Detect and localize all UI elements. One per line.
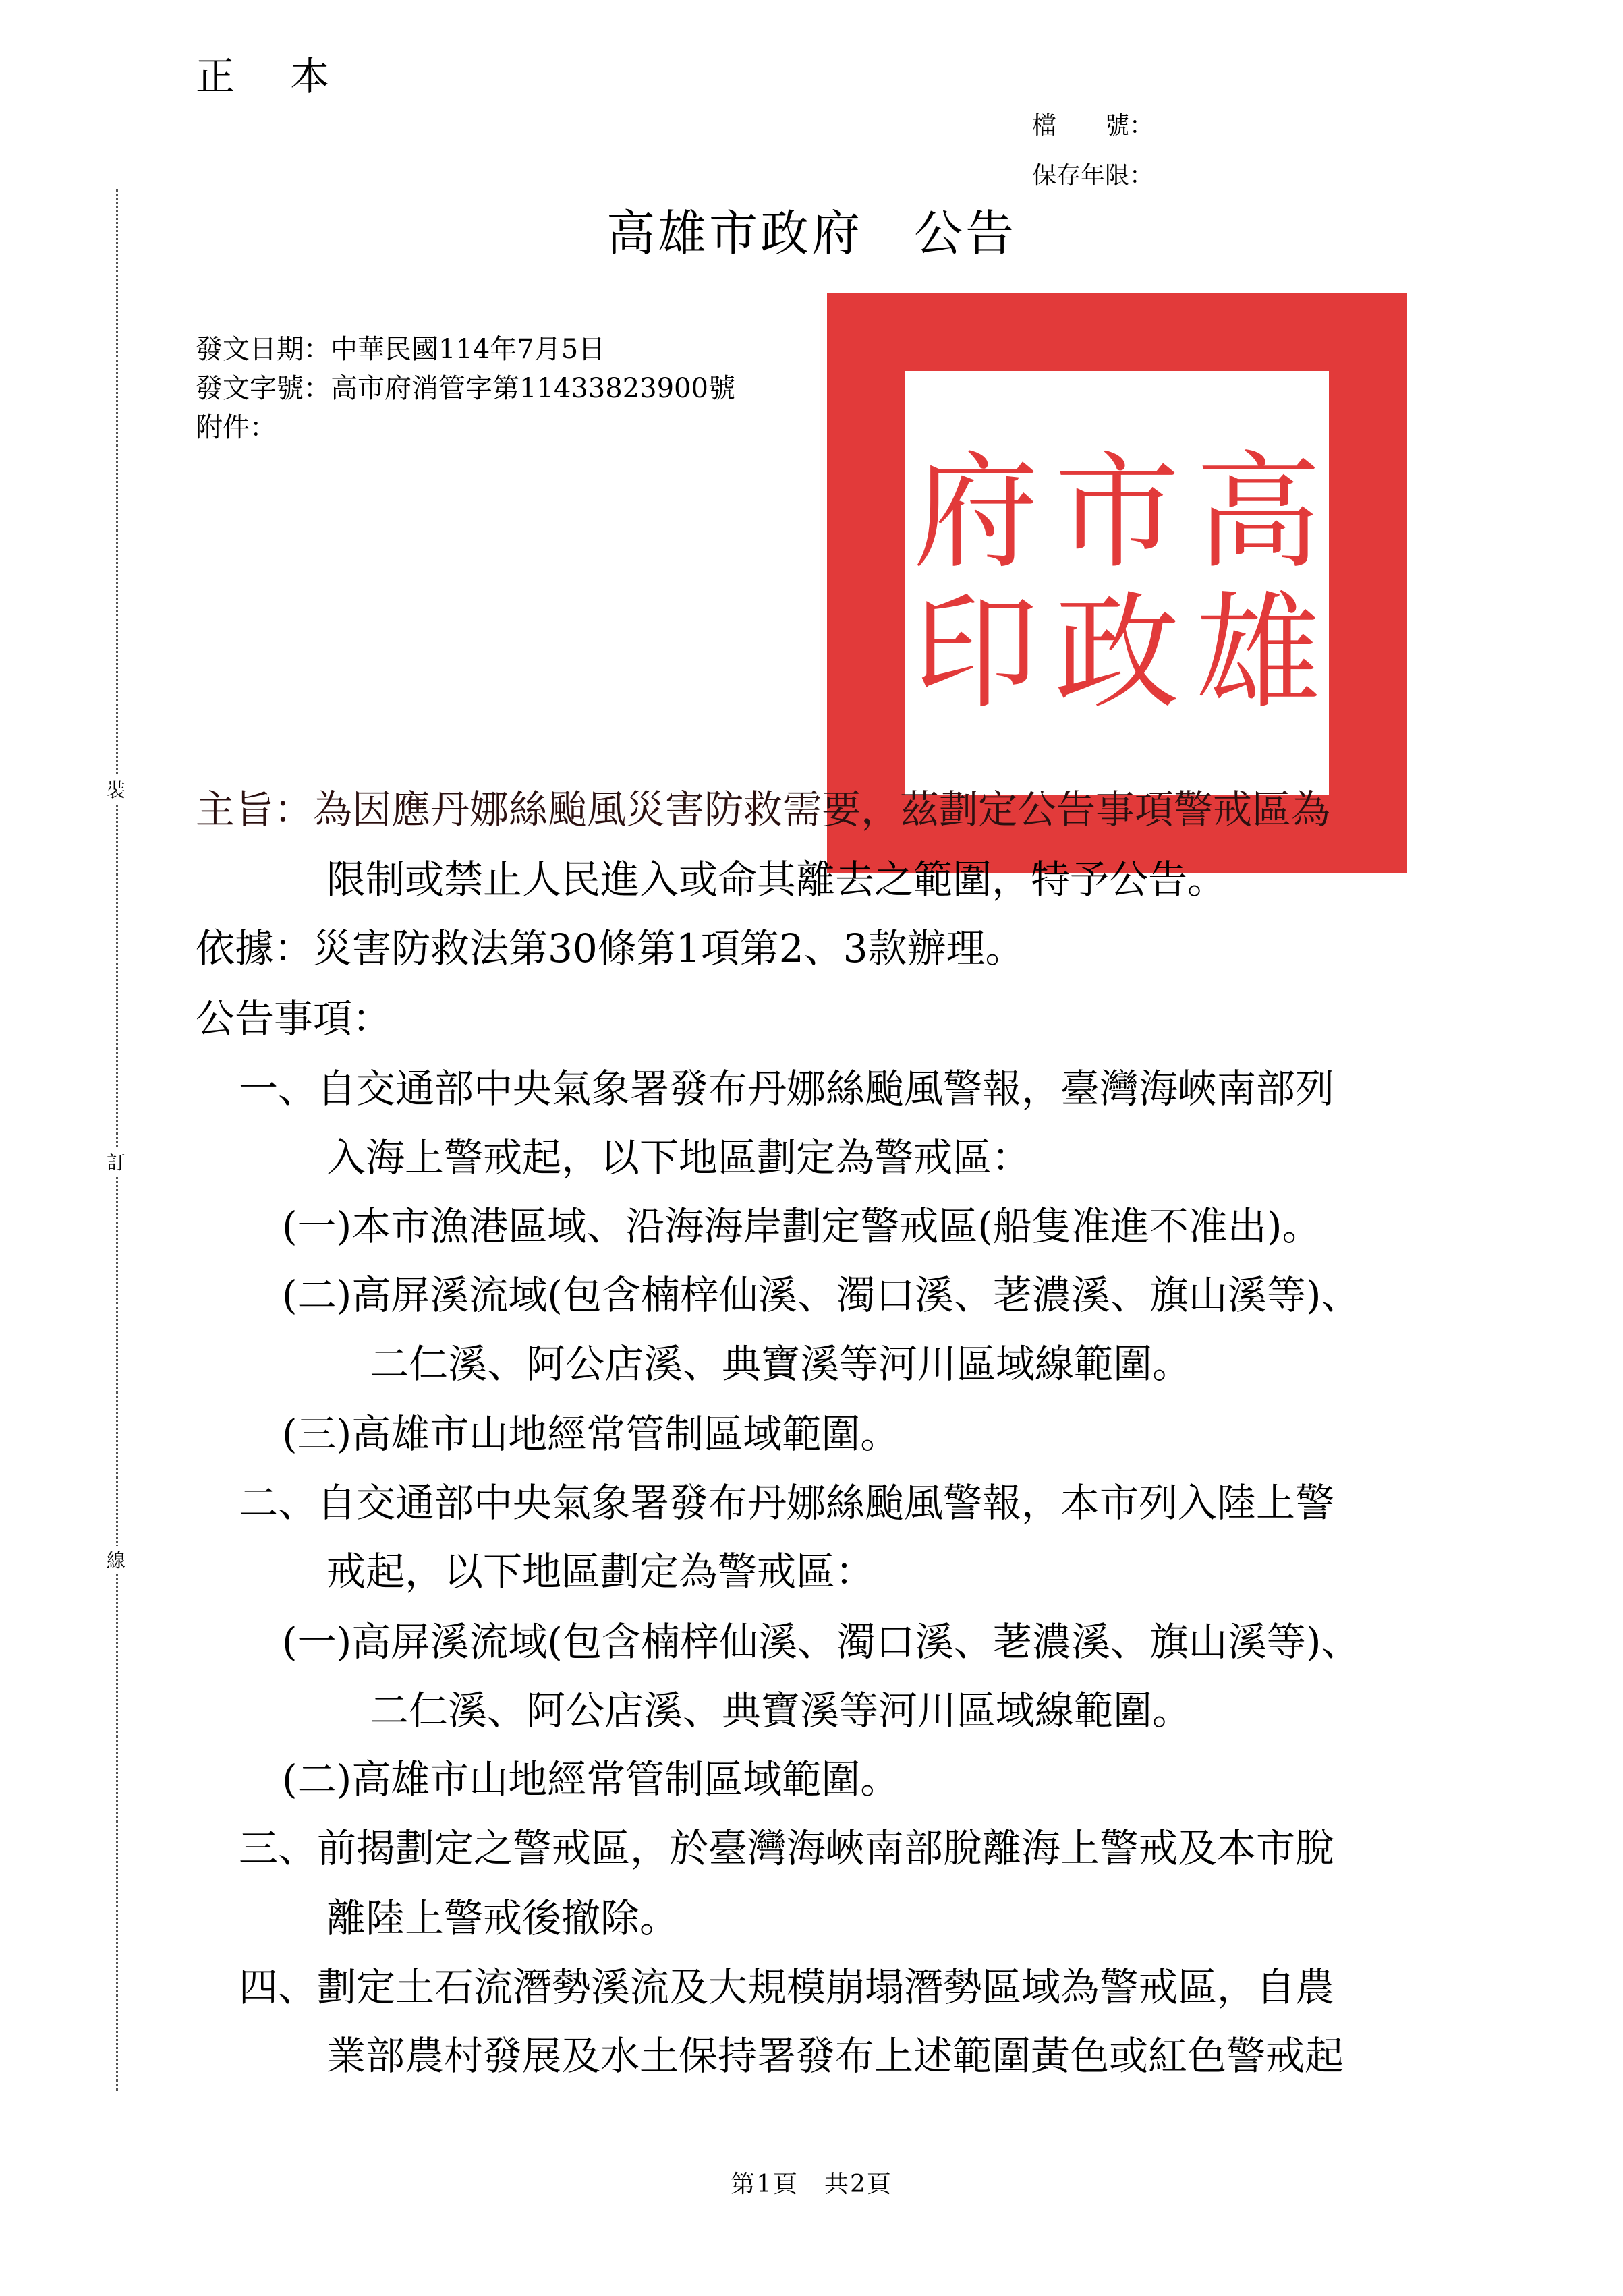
original-copy-mark: 正 本 [196,53,351,99]
subject-line-1: 主旨：為因應丹娜絲颱風災害防救需要，茲劃定公告事項警戒區為 [196,786,1331,832]
attachment-label: 附件： [196,412,277,443]
issue-date: 發文日期：中華民國114年7月5日 [196,334,606,365]
item-1-sub-2-line-1: (二)高屏溪流域(包含楠梓仙溪、濁口溪、荖濃溪、旗山溪等)、 [282,1272,1361,1318]
seal-characters [905,371,1329,795]
item-2-sub-2: (二)高雄市山地經常管制區域範圍。 [282,1756,900,1802]
document-title: 高雄市政府 公告 [606,205,1017,262]
legal-basis: 依據：災害防救法第30條第1項第2、3款辦理。 [196,925,1025,971]
seal-char: 印 [913,579,1039,726]
file-number-label: 檔 號： [1032,112,1154,140]
binding-char-xian: 線 [107,1546,125,1573]
item-4-line-1: 四、劃定土石流潛勢溪流及大規模崩塌潛勢區域為警戒區，自農 [239,1964,1335,2010]
seal-column [1054,439,1180,726]
item-1-line-2: 入海上警戒起，以下地區劃定為警戒區： [326,1135,1031,1180]
item-3-line-1: 三、前揭劃定之警戒區，於臺灣海峽南部脫離海上警戒及本市脫 [239,1825,1335,1871]
seal-char: 高 [1195,439,1321,585]
item-4-line-2: 業部農村發展及水土保持署發布上述範圍黃色或紅色警戒起 [326,2033,1344,2079]
page-number: 第1頁 共2頁 [731,2171,892,2198]
reference-number: 發文字號：高市府消管字第11433823900號 [196,373,735,404]
binding-char-zhuang: 裝 [107,776,125,803]
seal-char: 政 [1054,579,1180,726]
item-2-sub-1-line-1: (一)高屏溪流域(包含楠梓仙溪、濁口溪、荖濃溪、旗山溪等)、 [282,1619,1361,1665]
seal-char: 雄 [1195,579,1321,726]
item-2-line-1: 二、自交通部中央氣象署發布丹娜絲颱風警報，本市列入陸上警 [239,1480,1335,1526]
item-2-line-2: 戒起，以下地區劃定為警戒區： [326,1549,875,1595]
item-1-sub-1: (一)本市漁港區域、沿海海岸劃定警戒區(船隻准進不准出)。 [282,1203,1321,1249]
announcement-items-heading: 公告事項： [196,996,392,1041]
item-1-line-1: 一、自交通部中央氣象署發布丹娜絲颱風警報，臺灣海峽南部列 [239,1066,1335,1112]
seal-column [913,439,1039,726]
seal-char: 市 [1054,439,1180,585]
subject-line-2: 限制或禁止人民進入或命其離去之範圍，特予公告。 [326,857,1227,902]
item-2-sub-1-line-2: 二仁溪、阿公店溪、典寶溪等河川區域線範圍。 [370,1688,1192,1733]
seal-column [1195,439,1321,726]
binding-char-ding: 訂 [107,1148,125,1175]
seal-char: 府 [913,439,1039,585]
item-1-sub-2-line-2: 二仁溪、阿公店溪、典寶溪等河川區域線範圍。 [370,1341,1192,1387]
retention-period-label: 保存年限： [1032,162,1154,190]
item-1-sub-3: (三)高雄市山地經常管制區域範圍。 [282,1411,900,1457]
binding-dotted-line [116,189,118,2091]
item-3-line-2: 離陸上警戒後撤除。 [326,1895,679,1941]
